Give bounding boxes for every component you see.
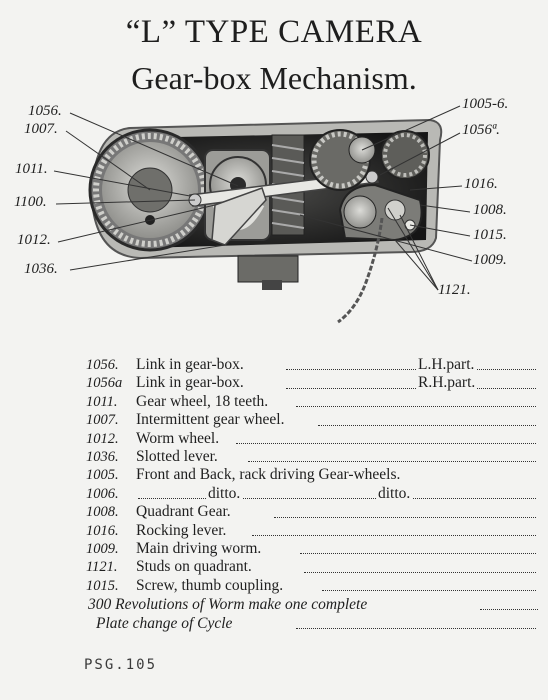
legend-description: Rocking lever.	[136, 521, 227, 539]
legend-description: Link in gear-box.	[136, 356, 244, 373]
legend-row	[86, 356, 536, 374]
legend-row	[86, 466, 536, 484]
legend-number: 1005.	[86, 467, 119, 484]
legend-description: Worm wheel.	[136, 429, 220, 447]
legend-description: Screw, thumb coupling.	[136, 576, 284, 594]
legend-row	[86, 374, 536, 392]
legend-row	[86, 540, 536, 558]
footer-line-1	[88, 595, 536, 614]
archive-stamp: PSG.105	[84, 657, 158, 673]
legend-number: 1009.	[86, 540, 119, 557]
callout-1100: 1100.	[14, 194, 47, 210]
legend-side: R.H.part.	[418, 374, 476, 392]
callout-1005-6: 1005-6.	[462, 96, 509, 112]
legend-number: 1012.	[86, 430, 119, 447]
callout-1012: 1012.	[17, 232, 51, 248]
legend-number: 1011.	[86, 393, 118, 410]
callout-1121: 1121.	[438, 282, 471, 298]
legend-description: Link in gear-box.	[136, 374, 244, 392]
legend-description: Slotted lever.	[136, 447, 218, 465]
callout-1011: 1011.	[15, 161, 48, 177]
legend-description: Gear wheel, 18 teeth.	[136, 392, 269, 410]
legend-description: Intermittent gear wheel.	[136, 411, 285, 429]
callout-1056: 1056.	[28, 103, 62, 119]
legend-description: Front and Back, rack driving Gear-wheels.	[136, 466, 401, 484]
legend-description: Quadrant Gear.	[136, 503, 231, 521]
legend-description: Main driving worm.	[136, 539, 262, 557]
legend-number: 1007.	[86, 412, 119, 429]
legend-row	[86, 430, 536, 448]
legend-side: ditto.	[378, 484, 411, 502]
legend-number: 1056a	[86, 375, 123, 392]
legend-row	[86, 503, 536, 521]
legend-row	[86, 558, 536, 576]
legend-number: 1036.	[86, 448, 119, 465]
callout-1009: 1009.	[473, 252, 507, 268]
legend-number: 1016.	[86, 522, 119, 539]
legend-number: 1056.	[86, 357, 119, 373]
legend-number: 1015.	[86, 577, 119, 594]
legend-row	[86, 393, 536, 411]
title-line-2: Gear-box Mechanism.	[131, 60, 417, 96]
legend-description: ditto.	[208, 484, 241, 502]
footer-line-2	[96, 614, 536, 633]
parts-legend	[86, 356, 536, 633]
legend-row	[86, 485, 536, 503]
legend-side: L.H.part.	[418, 356, 475, 373]
legend-number: 1008.	[86, 504, 119, 521]
callout-1008: 1008.	[473, 202, 507, 218]
footer-text-1: 300 Revolutions of Worm make one complete	[88, 596, 368, 614]
legend-row	[86, 448, 536, 466]
legend-number: 1006.	[86, 485, 119, 502]
callout-1036: 1036.	[24, 261, 58, 277]
callout-1007: 1007.	[24, 121, 58, 137]
legend-number: 1121.	[86, 559, 118, 576]
footer-text-2: Plate change of Cycle	[96, 615, 233, 633]
title-line-1: “L” TYPE CAMERA	[125, 14, 423, 50]
legend-row	[86, 577, 536, 595]
callout-1056a: 1056ª.	[462, 122, 500, 138]
legend-description: Studs on quadrant.	[136, 558, 252, 576]
callout-1016: 1016.	[464, 176, 498, 192]
legend-row	[86, 522, 536, 540]
legend-row	[86, 411, 536, 429]
callout-1015: 1015.	[473, 227, 507, 243]
